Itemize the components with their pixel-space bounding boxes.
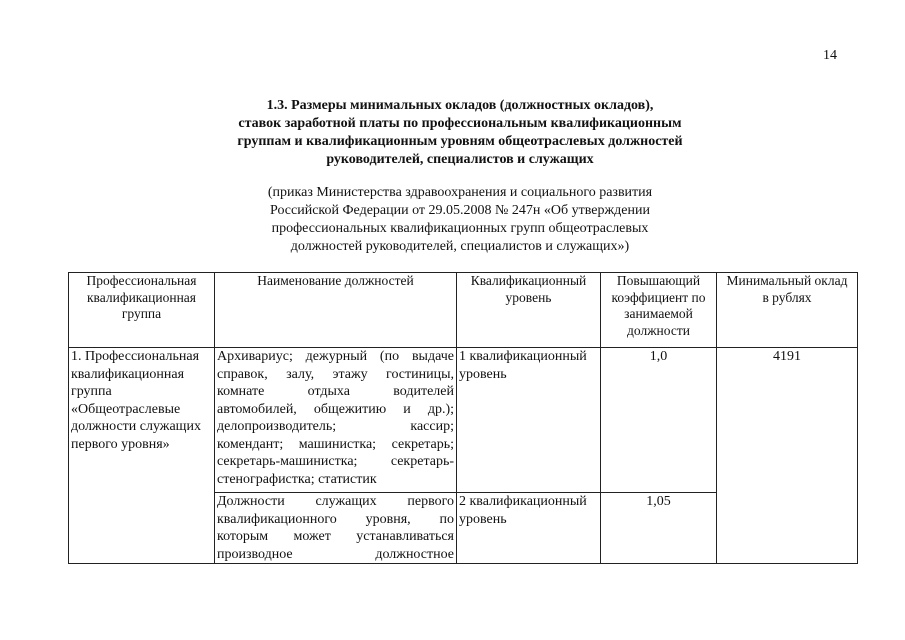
positions-line: комендант; машинистка; секретарь; [217,436,454,452]
positions-line: производное должностное [217,546,454,562]
page-number: 14 [823,48,837,63]
positions-line: справок, залу, этажу гостиницы, [217,366,454,382]
header-line: квалификационная [87,289,196,305]
level-line: 2 квалификационный [459,494,587,509]
title-line: 1.3. Размеры минимальных окладов (должностных окладов), [266,98,654,113]
table-header-row [69,273,858,348]
positions-line: автомобилей, общежитию и др.); [217,401,454,417]
coefficient-cell: 1,0 [601,348,717,493]
group-line: первого уровня» [71,436,170,452]
coefficient-cell: 1,05 [601,493,717,564]
level-cell [457,493,601,564]
header-coefficient [601,273,717,348]
level-line: 1 квалификационный [459,349,587,364]
header-line: Профессиональная [86,273,197,288]
order-line: должностей руководителей, специалистов и служащих») [290,239,630,254]
header-line: в рублях [762,289,812,305]
group-line: «Общеотраслевые [71,401,181,417]
header-line: Минимальный оклад [726,273,848,288]
group-line: 1. Профессиональная [71,349,200,364]
order-line: профессиональных квалификационных групп общеотраслевых [271,221,649,236]
order-reference [180,184,740,256]
positions-cell [215,348,457,493]
level-cell [457,348,601,493]
title-line: группам и квалификационным уровням общеотраслевых должностей [237,134,683,149]
header-line: Квалификационный [470,273,587,288]
order-line: Российской Федерации от 29.05.2008 № 247н «Об утверждении [270,203,650,218]
header-line: группа [121,306,162,321]
title-line: ставок заработной платы по профессиональным квалификационным [238,116,682,131]
group-cell [69,348,215,564]
positions-line: квалификационного уровня, по [217,511,454,527]
positions-line: Должности служащих первого [217,494,454,509]
positions-line: Архивариус; дежурный (по выдаче [217,349,454,364]
salary-cell: 4191 [717,348,858,564]
positions-line: комнате отдыха водителей [217,384,454,399]
level-line: уровень [459,511,507,527]
positions-line: делопроизводитель; кассир; [217,419,454,434]
header-line: Наименование должностей [257,273,414,288]
header-line: коэффициент по [611,289,706,305]
section-title [180,97,740,169]
table-row [69,348,858,493]
positions-line: секретарь-машинистка; секретарь- [217,454,454,469]
header-group [69,273,215,348]
salary-table [68,272,858,564]
group-line: должности служащих [71,419,201,434]
title-line: руководителей, специалистов и служащих [326,152,594,167]
header-line: Повышающий [616,273,701,288]
header-line: уровень [505,289,552,305]
header-line: должности [627,322,690,338]
group-line: группа [71,384,112,399]
group-line: квалификационная [71,366,185,382]
level-line: уровень [459,366,507,382]
positions-cell [215,493,457,564]
header-salary [717,273,858,348]
positions-line: которым может устанавливаться [217,529,454,544]
header-level [457,273,601,348]
header-position [215,273,457,348]
order-line: (приказ Министерства здравоохранения и социального развития [267,185,653,200]
header-line: занимаемой [624,306,693,321]
positions-line: стенографистка; статистик [217,471,377,487]
